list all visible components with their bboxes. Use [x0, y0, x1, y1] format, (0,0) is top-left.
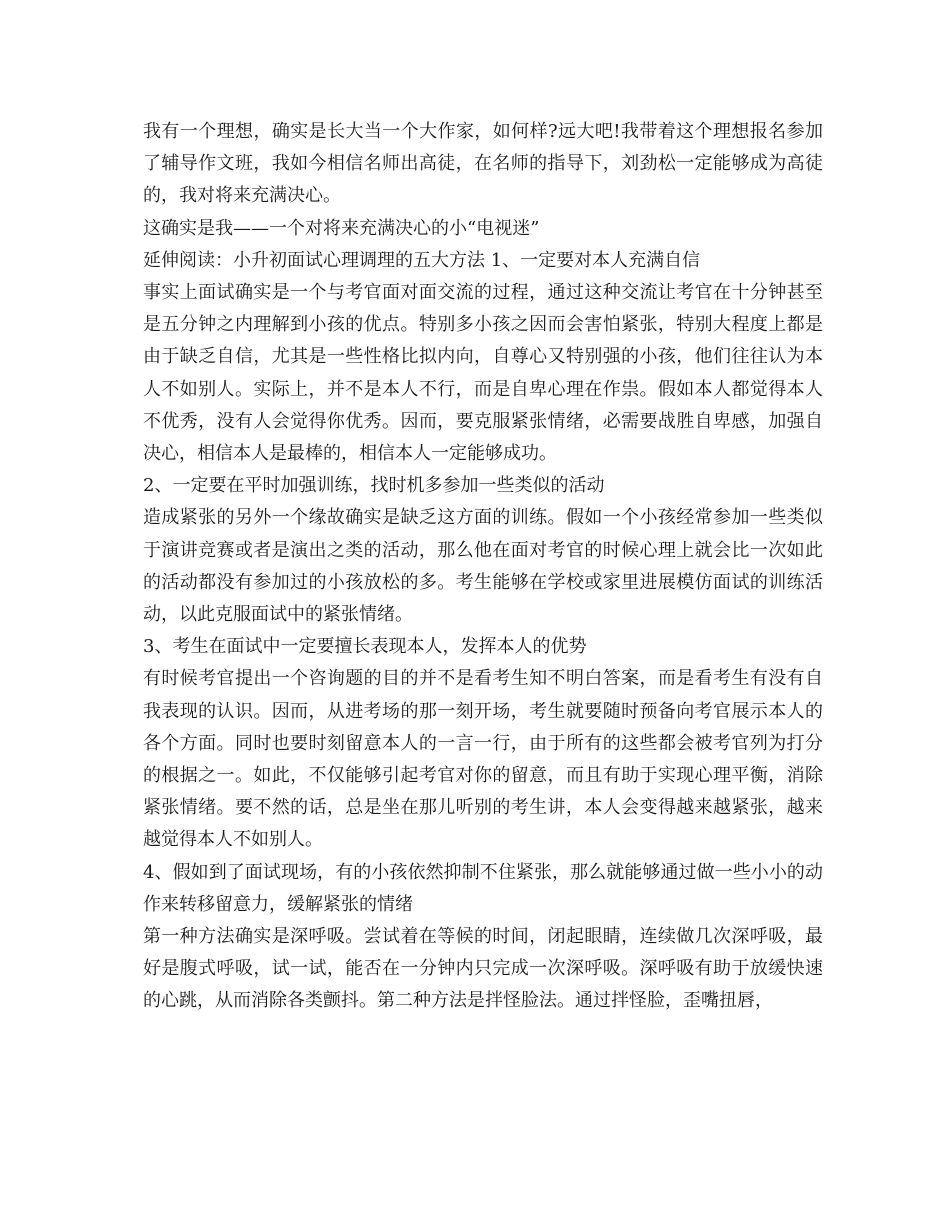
paragraph-deep-breathing: 第一种方法确实是深呼吸。尝试着在等候的时间，闭起眼睛，连续做几次深呼吸，最好是腹式呼吸，试一试，能否在一分钟内只完成一次深呼吸。深呼吸有助于放缓快速的心跳，从而消除各类颤抖。第二种方法是拌怪脸法。通过拌怪脸，歪嘴扭唇，: [143, 926, 823, 1012]
paragraph-self-expression: 有时候考官提出一个咨询题的目的并不是看考生知不明白答案，而是看考生有没有自我表现的认识。因而，从进考场的那一刻开场，考生就要随时预备向考官展示本人的各个方面。同时也要时刻留意本人的一言一行，由于所有的这些都会被考官列为打分的根据之一。如此，不仅能够引起考官对你的留意，而且有助于实现心理平衡，消除紧张情绪。要不然的话，总是坐在那儿听别的考生讲，本人会变得越来越紧张，越来越觉得本人不如别人。: [143, 668, 823, 851]
heading-method-4: 4、假如到了面试现场，有的小孩依然抑制不住紧张，那么就能够通过做一些小小的动作来转移留意力，缓解紧张的情绪: [143, 861, 823, 915]
paragraph-extended-reading: 延伸阅读：小升初面试心理调理的五大方法 1、一定要对本人充满自信: [143, 249, 701, 271]
paragraph-confidence: 事实上面试确实是一个与考官面对面交流的过程，通过这种交流让考官在十分钟甚至是五分钟之内理解到小孩的优点。特别多小孩之因而会害怕紧张，特别大程度上都是由于缺乏自信，尤其是一些性格比拟内向，自尊心又特别强的小孩，他们往往认为本人不如别人。实际上，并不是本人不行，而是自卑心理在作祟。假如本人都觉得本人不优秀，没有人会觉得你优秀。因而，要克服紧张情绪，必需要战胜自卑感，加强自决心，相信本人是最棒的，相信本人一定能够成功。: [143, 282, 823, 465]
paragraph-tv-fan: 这确实是我——一个对将来充满决心的小“电视迷”: [143, 217, 540, 239]
heading-method-2: 2、一定要在平时加强训练，找时机多参加一些类似的活动: [143, 475, 605, 497]
paragraph-intro: 我有一个理想，确实是长大当一个大作家，如何样?远大吧!我带着这个理想报名参加了辅导作文班，我如今相信名师出高徒，在名师的指导下，刘劲松一定能够成为高徒的，我对将来充满决心。: [143, 121, 823, 207]
document-body: [143, 116, 823, 1018]
heading-method-3: 3、考生在面试中一定要擅长表现本人，发挥本人的优势: [143, 636, 587, 658]
paragraph-training: 造成紧张的另外一个缘故确实是缺乏这方面的训练。假如一个小孩经常参加一些类似于演讲竞赛或者是演出之类的活动，那么他在面对考官的时候心理上就会比一次如此的活动都没有参加过的小孩放松的多。考生能够在学校或家里进展模仿面试的训练活动，以此克服面试中的紧张情绪。: [143, 507, 823, 626]
